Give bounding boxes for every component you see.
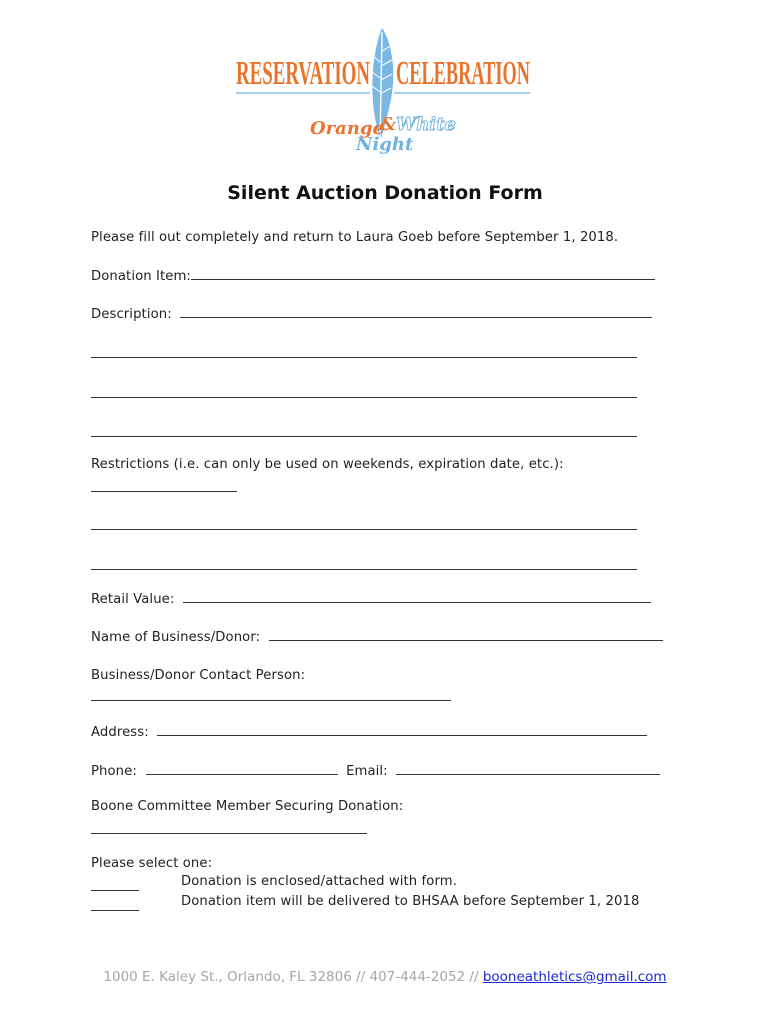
restrictions-field-line-2[interactable] bbox=[91, 529, 637, 530]
donation-item-field[interactable] bbox=[191, 267, 655, 280]
logo-word-left: RESERVATION bbox=[236, 55, 371, 92]
phone-email-row bbox=[91, 762, 660, 779]
committee-member-field[interactable] bbox=[91, 833, 367, 834]
address-label: Address: bbox=[91, 725, 149, 740]
donation-item-row bbox=[91, 267, 655, 284]
committee-member-label: Boone Committee Member Securing Donation: bbox=[91, 799, 404, 814]
business-donor-label: Name of Business/Donor: bbox=[91, 630, 261, 645]
logo-tag-amp: & bbox=[380, 114, 397, 135]
address-row bbox=[91, 723, 647, 740]
contact-person-label: Business/Donor Contact Person: bbox=[91, 668, 306, 683]
description-field-line-4[interactable] bbox=[91, 436, 637, 437]
description-field-line-2[interactable] bbox=[91, 357, 637, 358]
phone-field[interactable] bbox=[146, 762, 338, 775]
contact-person-field[interactable] bbox=[91, 700, 451, 701]
description-field-line-3[interactable] bbox=[91, 397, 637, 398]
footer bbox=[0, 969, 770, 985]
business-donor-field[interactable] bbox=[269, 628, 663, 641]
option-enclosed-checkbox[interactable] bbox=[91, 890, 139, 891]
email-label: Email: bbox=[346, 764, 388, 779]
restrictions-field-line-3[interactable] bbox=[91, 569, 637, 570]
logo-word-right: CELEBRATION bbox=[396, 55, 531, 92]
option-delivered-text: Donation item will be delivered to BHSAA before September 1, 2018 bbox=[181, 894, 640, 909]
description-row bbox=[91, 305, 652, 322]
footer-address: 1000 E. Kaley St., Orlando, FL 32806 // 407-444-2052 // bbox=[103, 969, 479, 985]
donation-item-label: Donation Item: bbox=[91, 269, 191, 284]
instructions-text: Please fill out completely and return to Laura Goeb before September 1, 2018. bbox=[91, 230, 619, 245]
reservation-celebration-logo bbox=[232, 22, 532, 162]
form-title: Silent Auction Donation Form bbox=[227, 182, 543, 204]
phone-label: Phone: bbox=[91, 764, 137, 779]
retail-value-label: Retail Value: bbox=[91, 592, 175, 607]
email-field[interactable] bbox=[396, 762, 660, 775]
description-label: Description: bbox=[91, 307, 172, 322]
logo-tag-white: White bbox=[396, 114, 456, 135]
footer-email-link[interactable]: booneathletics@gmail.com bbox=[482, 969, 667, 985]
option-enclosed-text: Donation is enclosed/attached with form. bbox=[181, 874, 457, 889]
retail-value-field[interactable] bbox=[183, 590, 651, 603]
logo-tag-orange: Orange bbox=[310, 118, 384, 139]
restrictions-label: Restrictions (i.e. can only be used on weekends, expiration date, etc.): bbox=[91, 457, 564, 472]
address-field[interactable] bbox=[157, 723, 647, 736]
description-field[interactable] bbox=[180, 305, 652, 318]
retail-value-row bbox=[91, 590, 651, 607]
logo-tag-night: Night bbox=[356, 134, 414, 155]
option-delivered-checkbox[interactable] bbox=[91, 910, 139, 911]
business-donor-row bbox=[91, 628, 663, 645]
select-one-label: Please select one: bbox=[91, 856, 213, 871]
restrictions-field-line-1[interactable] bbox=[91, 491, 237, 492]
